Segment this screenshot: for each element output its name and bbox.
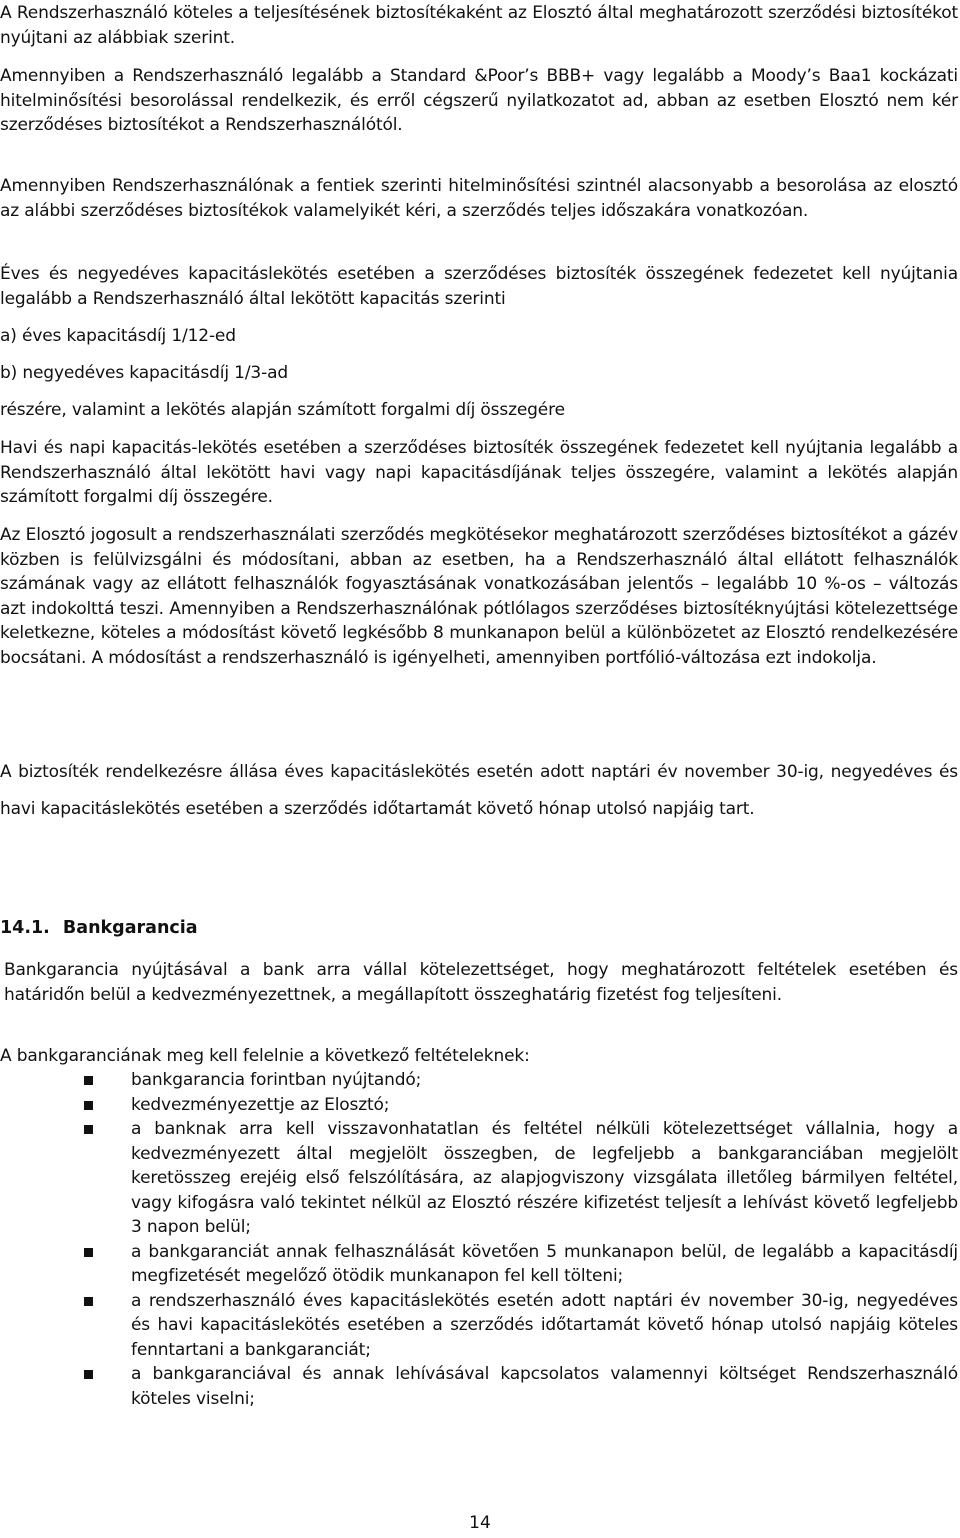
- section-number: 14.1.: [0, 918, 50, 938]
- page-number: 14: [469, 1513, 491, 1533]
- list-item: a banknak arra kell visszavonhatatlan és feltétel nélküli kötelezettséget vállalnia, hogy a kedvezményezett által megjelölt összegben, de legfeljebb a bankgaranciában megjelölt keretösszeg erejéig első felszólítására, az alapjogviszony vizsgálata illetőleg bármilyen feltétel, vagy kifogásra való tekintet nélkül az Elosztó részére kifizetést teljesít a lehívást követő legfeljebb 3 napon belül;: [0, 1117, 958, 1240]
- square-bullet-icon: [84, 1125, 93, 1134]
- list-item: a bankgaranciával és annak lehívásával kapcsolatos valamennyi költséget Rendszerhasználó köteles viselni;: [0, 1362, 958, 1411]
- list-item: kedvezményezettje az Elosztó;: [0, 1093, 958, 1118]
- availability-paragraph: A biztosíték rendelkezésre állása éves kapacitáslekötés esetén adott naptári év november 30-ig, negyedéves és havi kapacitáslekötés esetében a szerződés időtartamát követő hónap utolsó napjáig tart.: [0, 762, 958, 819]
- square-bullet-icon: [84, 1101, 93, 1110]
- conditions-list: [0, 1068, 958, 1411]
- rating-exemption-paragraph: Amennyiben a Rendszerhasználó legalább a Standard &Poor’s BBB+ vagy legalább a Moody’s Baa1 kockázati hitelminősítési besorolással rendelkezik, és erről cégszerű nyilatkozatot ad, abban az esetben Elosztó nem kér szerződéses biztosítékot a Rendszerhasználótól.: [0, 66, 958, 135]
- quarterly-fee-item: b) negyedéves kapacitásdíj 1/3-ad: [0, 363, 288, 383]
- list-item: bankgarancia forintban nyújtandó;: [0, 1068, 958, 1093]
- annual-fee-item: a) éves kapacitásdíj 1/12-ed: [0, 326, 236, 346]
- turnover-fee-line: részére, valamint a lekötés alapján számított forgalmi díj összegére: [0, 400, 565, 420]
- annual-quarterly-paragraph: Éves és negyedéves kapacitáslekötés esetében a szerződéses biztosíték összegének fedezetet kell nyújtania legalább a Rendszerhasználó által lekötött kapacitás szerinti: [0, 264, 958, 309]
- review-modification-paragraph: Az Elosztó jogosult a rendszerhasználati szerződés megkötésekor meghatározott szerződéses biztosítékot a gázév közben is felülvizsgálni és módosítani, abban az esetben, ha a Rendszerhasználó által ellátott felhasználók számának vagy az ellátott felhasználók fogyasztásának vonatkozásában jelentős – legalább 10 %-os – változás azt indokolttá teszi. Amennyiben a Rendszerhasználónak pótlólagos szerződéses biztosítéknyújtási kötelezettsége keletkezne, köteles a módosítást követő legkésőbb 8 munkanapon belül a különbözetet az Elosztó rendelkezésére bocsátani. A módosítást a rendszerhasználó is igényelheti, amennyiben portfólió-változása ezt indokolja.: [0, 525, 958, 668]
- list-item: a rendszerhasználó éves kapacitáslekötés esetén adott naptári év november 30-ig, negyedéves és havi kapacitáslekötés esetében a szerződés időtartamát követő hónap utolsó napjáig köteles fenntartani a bankgaranciát;: [0, 1289, 958, 1363]
- bank-guarantee-definition: Bankgarancia nyújtásával a bank arra vállal kötelezettséget, hogy meghatározott feltételek esetében és határidőn belül a kedvezményezettnek, a megállapított összeghatárig fizetést fog teljesíteni.: [4, 960, 958, 1005]
- intro-paragraph: A Rendszerhasználó köteles a teljesítésének biztosítékaként az Elosztó által meghatározott szerződési biztosítékot nyújtani az alábbiak szerint.: [0, 3, 958, 48]
- square-bullet-icon: [84, 1297, 93, 1306]
- square-bullet-icon: [84, 1076, 93, 1085]
- monthly-daily-paragraph: Havi és napi kapacitás-lekötés esetében a szerződéses biztosíték összegének fedezetet kell nyújtania legalább a Rendszerhasználó által lekötött havi vagy napi kapacitásdíjának teljes összegére, valamint a lekötés alapján számított forgalmi díj összegére.: [0, 438, 958, 507]
- section-heading: [0, 918, 198, 938]
- square-bullet-icon: [84, 1370, 93, 1379]
- list-item: a bankgaranciát annak felhasználását követően 5 munkanapon belül, de legalább a kapacitásdíj megfizetését megelőző ötödik munkanapon fel kell tölteni;: [0, 1240, 958, 1289]
- section-title: Bankgarancia: [62, 918, 198, 938]
- lower-rating-paragraph: Amennyiben Rendszerhasználónak a fentiek szerinti hitelminősítési szintnél alacsonyabb a besorolása az elosztó az alábbi szerződéses biztosítékok valamelyikét kéri, a szerződés teljes időszakára vonatkozóan.: [0, 176, 958, 221]
- square-bullet-icon: [84, 1248, 93, 1257]
- conditions-intro: A bankgaranciának meg kell felelnie a következő feltételeknek:: [0, 1046, 530, 1066]
